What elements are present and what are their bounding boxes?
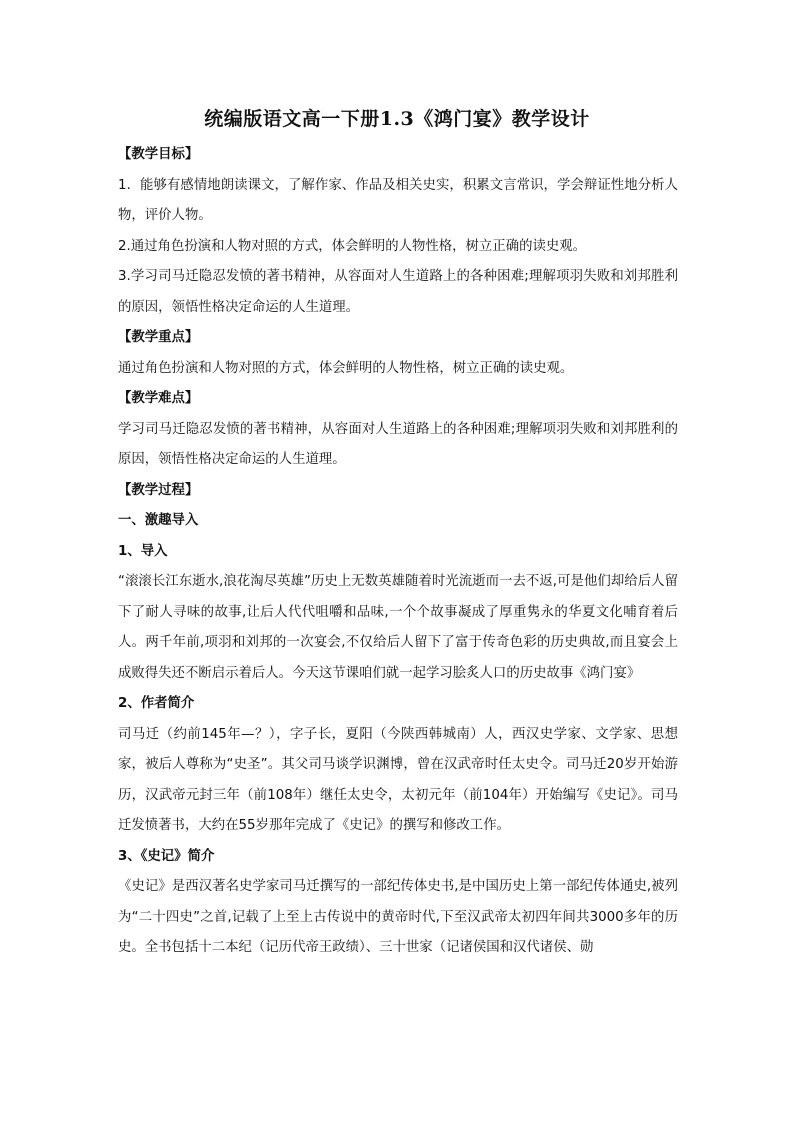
author-paragraph: 司马迁（约前145年—？），字子长，夏阳（今陕西韩城南）人，西汉史学家、文学家、思想家，被后人尊称为“史圣”。其父司马谈学识渊博，曾在汉武帝时任太史令。司马迁20岁开始游历，汉武帝元封三年（前108年）继任太史令，太初元年（前104年）开始编写《史记》。司马迁发愤著书，大约在55岁那年完成了《史记》的撰写和修改工作。	[118, 726, 678, 833]
goal-1: 1．能够有感情地朗读课文，了解作家、作品及相关史实，积累文言常识，学会辩证性地分析人物，评价人物。	[118, 177, 678, 223]
goal-2: 2.通过角色扮演和人物对照的方式，体会鲜明的人物性格，树立正确的读史观。	[118, 238, 587, 254]
document-body	[118, 140, 678, 964]
key-points-heading: 【教学重点】	[118, 330, 199, 345]
section-1-heading: 一、激趣导入	[118, 513, 199, 528]
process-heading: 【教学过程】	[118, 482, 199, 498]
document-title: 统编版语文高一下册1.3《鸿门宴》教学设计	[204, 108, 590, 130]
shiji-paragraph: 《史记》是西汉著名史学家司马迁撰写的一部纪传体史书,是中国历史上第一部纪传体通史,被列为“二十四史”之首,记载了上至上古传说中的黄帝时代,下至汉武帝太初四年间共3000多年的历史。全书包括十二本纪（记历代帝王政绩）、三十世家（记诸侯国和汉代诸侯、勋	[118, 879, 678, 955]
difficulty-heading: 【教学难点】	[118, 391, 199, 406]
goal-3: 3.学习司马迁隐忍发愤的著书精神，从容面对人生道路上的各种困难;理解项羽失败和刘邦胜利的原因，领悟性格决定命运的人生道理。	[118, 269, 678, 315]
key-points-text: 通过角色扮演和人物对照的方式，体会鲜明的人物性格，树立正确的读史观。	[118, 360, 574, 376]
difficulty-text: 学习司马迁隐忍发愤的著书精神，从容面对人生道路上的各种困难;理解项羽失败和刘邦胜利的原因，领悟性格决定命运的人生道理。	[118, 421, 678, 467]
goals-heading: 【教学目标】	[118, 147, 199, 162]
subsection-author-heading: 2、作者简介	[118, 696, 195, 711]
subsection-intro-heading: 1、导入	[118, 543, 168, 559]
subsection-shiji-heading: 3、《史记》简介	[118, 848, 215, 864]
intro-paragraph: “滚滚长江东逝水,浪花淘尽英雄”历史上无数英雄随着时光流逝而一去不返,可是他们却给后人留下了耐人寻味的故事,让后人代代咀嚼和品味,一个个故事凝成了厚重隽永的华夏文化哺育着后人。两千年前,项羽和刘邦的一次宴会,不仅给后人留下了富于传奇色彩的历史典故,而且宴会上成败得失还不断启示着后人。今天这节课咱们就一起学习脍炙人口的历史故事《鸿门宴》	[118, 574, 678, 681]
